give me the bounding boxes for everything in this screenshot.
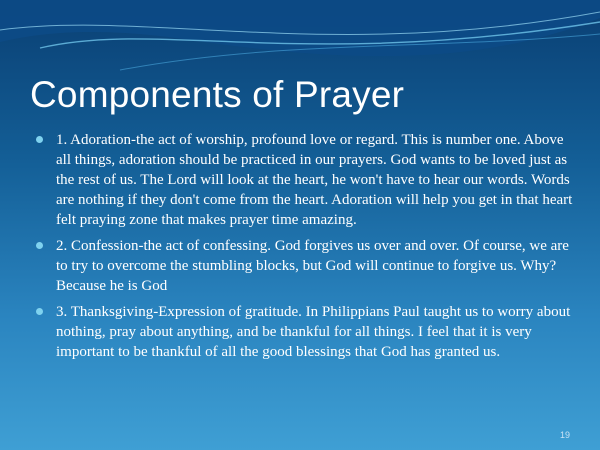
bullet-text: 2. Confession-the act of confessing. God forgives us over and over. Of course, we are to try to overcome the stumbling blocks, but God will continue to forgive us. Why? Because he is God <box>56 238 569 294</box>
bullet-text: 3. Thanksgiving-Expression of gratitude. In Philippians Paul taught us to worry about nothing, pray about anything, and be thankful for all things. I feel that it is very important to be thankful of all the good blessings that God has granted us. <box>56 304 571 360</box>
slide-title: Components of Prayer <box>30 74 405 115</box>
bullet-item <box>34 130 579 230</box>
bullet-item <box>34 302 579 362</box>
bullet-list <box>34 130 579 368</box>
bullet-text: 1. Adoration-the act of worship, profound love or regard. This is number one. Above all things, adoration should be practiced in our prayers. God wants to be loved just as the rest of us. The Lord will look at the heart, he won't have to hear our words. Words are nothing if they don't come from the heart. Adoration will help you get in that heart felt praying zone that makes prayer time amazing. <box>56 132 573 228</box>
page-number: 19 <box>559 430 570 440</box>
bullet-dot-icon <box>36 308 43 315</box>
bullet-item <box>34 236 579 296</box>
bullet-dot-icon <box>36 242 43 249</box>
bullet-dot-icon <box>36 136 43 143</box>
